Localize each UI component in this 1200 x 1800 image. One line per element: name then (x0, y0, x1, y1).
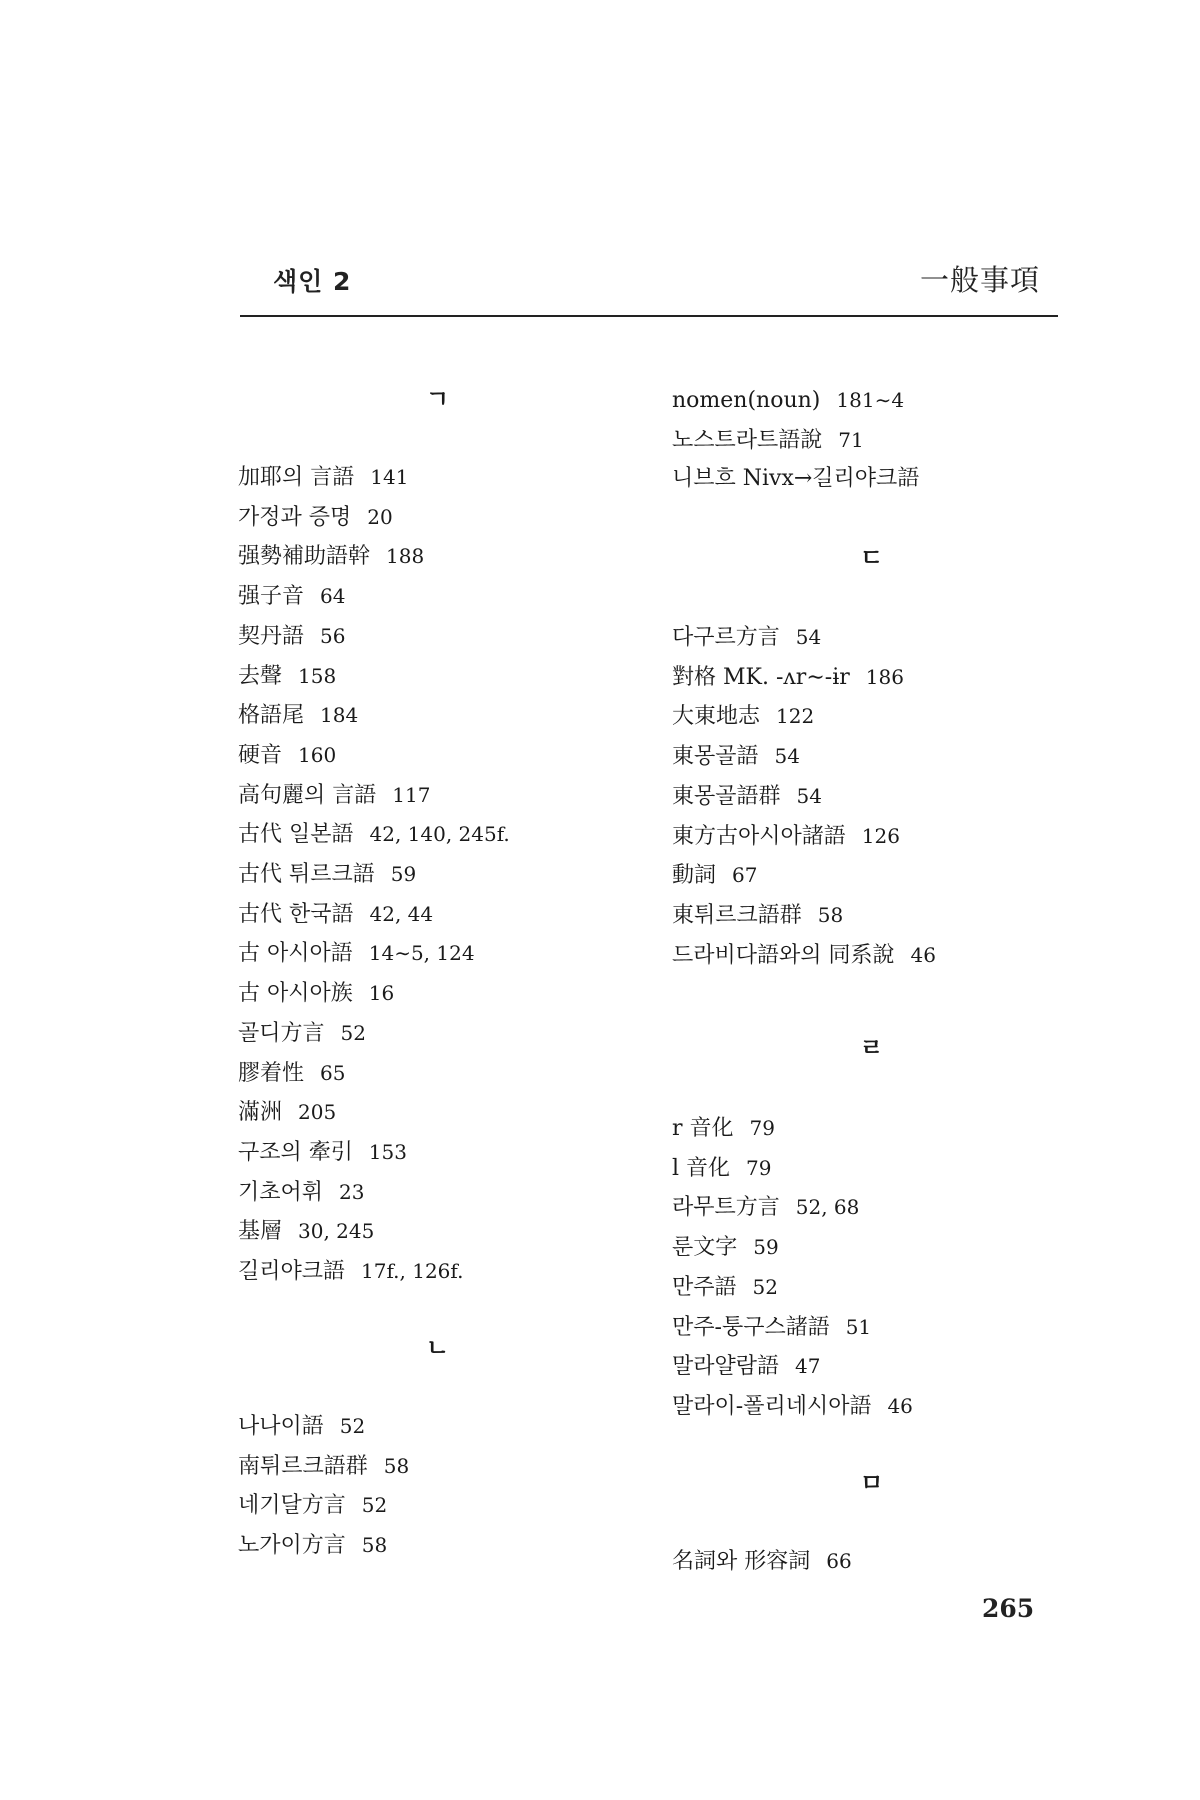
index-entry (672, 425, 864, 456)
index-term: 對格 MK. -ʌr∼-ɨr (672, 664, 850, 690)
index-term: 나나이語 (238, 1414, 324, 1439)
index-term: 말라얄람語 (672, 1354, 780, 1380)
index-entry (672, 622, 821, 653)
index-page-refs: 126 (861, 823, 900, 848)
index-page-refs: 46 (910, 942, 936, 967)
index-entry (672, 701, 814, 732)
index-page-refs: 160 (298, 742, 337, 767)
index-entry (238, 462, 408, 493)
index-entry (238, 899, 433, 930)
index-entry (238, 1137, 407, 1168)
index-term: 古代 튀르크語 (238, 862, 375, 887)
index-term: 東方古아시아諸語 (672, 823, 846, 849)
section-letter-heading: ㄹ (860, 1034, 884, 1062)
section-letter-heading: ㅁ (860, 1469, 884, 1497)
index-term: 네기달方言 (238, 1493, 346, 1519)
index-entry (238, 1018, 366, 1049)
index-page-refs: 59 (390, 862, 417, 886)
index-page-refs: 67 (732, 863, 758, 888)
index-entry (672, 1391, 913, 1422)
index-entry (238, 661, 336, 692)
index-entry (672, 1113, 775, 1144)
index-entry (238, 1530, 387, 1561)
index-term: 니브흐 Nivx→길리야크語 (672, 466, 920, 492)
index-page-refs: 64 (320, 584, 346, 609)
index-term: 格語尾 (238, 703, 305, 729)
index-term: 强子音 (238, 584, 305, 610)
index-page-refs: 23 (339, 1179, 365, 1204)
index-entry (238, 541, 424, 572)
index-term: 去聲 (238, 663, 283, 689)
index-term: 滿洲 (238, 1100, 283, 1126)
index-page-refs: 17f., 126f. (361, 1259, 464, 1283)
index-page-refs: 52 (340, 1020, 366, 1045)
index-page-refs: 54 (795, 625, 822, 649)
index-entry (672, 385, 904, 416)
index-page-refs: 52, 68 (795, 1195, 860, 1220)
index-entry (672, 1312, 871, 1343)
index-term: 드라비다語와의 同系說 (672, 942, 895, 968)
index-term: l 音化 (672, 1155, 731, 1181)
index-page-refs: 181∼4 (836, 388, 905, 412)
index-page-refs: 66 (826, 1549, 852, 1573)
index-page-refs: 65 (320, 1060, 346, 1085)
index-term: 古代 한국語 (238, 901, 354, 927)
index-term: 契丹語 (238, 623, 305, 649)
index-page-refs: 79 (746, 1155, 772, 1180)
index-entry (672, 1192, 859, 1223)
section-letter-heading: ㄴ (426, 1334, 450, 1362)
index-term: 골디方言 (238, 1020, 325, 1046)
index-page-refs: 141 (370, 465, 409, 489)
index-entry (238, 780, 430, 811)
index-term: 加耶의 言語 (238, 465, 355, 490)
index-entry (238, 978, 394, 1009)
index-page-refs: 186 (865, 664, 904, 689)
index-term: nomen(noun) (672, 388, 821, 413)
index-term: 노스트라트語說 (672, 427, 823, 453)
index-term: 가정과 증명 (238, 504, 352, 530)
index-entry (672, 1232, 779, 1263)
index-term: 强勢補助語幹 (238, 544, 371, 570)
index-term: 大東地志 (672, 704, 761, 730)
index-entry (672, 1546, 852, 1577)
index-term: 南튀르크語群 (238, 1453, 368, 1479)
index-term: r 音化 (672, 1116, 734, 1141)
header-section-label: 색인 2 (273, 267, 352, 296)
index-term: 만주-퉁구스諸語 (672, 1314, 830, 1340)
index-term: 動詞 (672, 863, 717, 889)
index-term: 기초어휘 (238, 1179, 324, 1205)
index-term: 다구르方言 (672, 625, 780, 650)
index-term: 東몽골語 (672, 744, 759, 770)
index-term: 膠着性 (238, 1060, 305, 1086)
index-page-refs: 51 (845, 1314, 872, 1339)
index-term: 룬文字 (672, 1235, 738, 1261)
index-term: 硬音 (238, 742, 283, 768)
index-page-refs: 71 (838, 427, 864, 452)
index-page-refs: 20 (367, 504, 393, 529)
index-entry (238, 1097, 336, 1128)
index-entry (238, 938, 475, 969)
index-entry (672, 781, 822, 812)
index-page-refs: 52 (752, 1274, 778, 1299)
header-rule (240, 315, 1058, 317)
index-page-refs: 42, 44 (369, 901, 434, 926)
index-entry (672, 1153, 771, 1184)
index-entry (238, 1490, 387, 1521)
index-page-refs: 79 (749, 1116, 775, 1140)
index-page-refs: 153 (368, 1139, 407, 1164)
index-page-refs: 58 (383, 1453, 410, 1478)
index-page-refs: 158 (298, 663, 337, 688)
index-term: 만주語 (672, 1274, 737, 1300)
index-entry (238, 621, 345, 652)
index-term: 구조의 牽引 (238, 1139, 353, 1165)
index-term: 東튀르크語群 (672, 902, 802, 928)
index-entry (238, 700, 358, 731)
index-page-refs: 205 (298, 1100, 337, 1125)
index-page-refs: 58 (361, 1533, 388, 1558)
page-number: 265 (982, 1594, 1035, 1623)
index-term: 高句麗의 言語 (238, 782, 377, 808)
index-entry (238, 581, 345, 612)
index-entry (672, 860, 757, 891)
index-entry (238, 859, 416, 890)
index-entry (672, 940, 936, 971)
index-entry (238, 740, 336, 771)
index-entry (238, 502, 393, 533)
index-page-refs: 58 (817, 902, 844, 927)
index-page-refs: 188 (386, 544, 425, 569)
index-entry (672, 662, 904, 693)
index-term: 古 아시아族 (238, 981, 353, 1007)
header-category-title: 一般事項 (919, 263, 1040, 297)
index-page-refs: 42, 140, 245f. (369, 822, 510, 847)
index-entry (238, 1451, 409, 1482)
index-term: 라무트方言 (672, 1195, 780, 1221)
index-entry (672, 1351, 820, 1382)
index-term: 길리야크語 (238, 1259, 346, 1284)
index-page-refs: 52 (361, 1493, 388, 1518)
index-page-refs: 46 (887, 1393, 913, 1418)
index-entry (672, 1272, 778, 1303)
index-entry (672, 741, 800, 772)
index-page-refs: 54 (796, 783, 822, 808)
index-page-refs: 59 (753, 1235, 779, 1260)
index-entry (238, 1177, 364, 1208)
index-term: 基層 (238, 1219, 283, 1245)
index-entry (238, 1058, 345, 1089)
index-page-refs: 54 (774, 744, 800, 769)
index-page-refs: 184 (320, 703, 359, 728)
index-term: 노가이方言 (238, 1533, 346, 1559)
index-page-refs: 16 (368, 981, 395, 1006)
index-page-refs: 47 (795, 1354, 821, 1379)
index-term: 古 아시아語 (238, 941, 353, 967)
index-entry (238, 1256, 463, 1287)
index-page-refs: 56 (320, 623, 346, 648)
section-letter-heading: ㄱ (426, 385, 450, 413)
index-entry (238, 1411, 365, 1442)
index-page-refs: 117 (392, 782, 431, 807)
index-term: 古代 일본語 (238, 822, 354, 848)
index-entry (672, 821, 900, 852)
index-page-refs: 30, 245 (298, 1219, 375, 1244)
index-page-refs: 14∼5, 124 (368, 941, 475, 966)
section-letter-heading: ㄷ (860, 544, 884, 572)
index-term: 東몽골語群 (672, 783, 781, 809)
index-entry (672, 900, 843, 931)
index-entry (672, 464, 935, 494)
index-page-refs: 52 (339, 1414, 366, 1438)
index-term: 名詞와 形容詞 (672, 1549, 811, 1574)
index-entry (238, 819, 510, 850)
index-page-refs: 122 (776, 704, 815, 729)
index-entry (238, 1216, 374, 1247)
index-term: 말라이-폴리네시아語 (672, 1393, 872, 1419)
